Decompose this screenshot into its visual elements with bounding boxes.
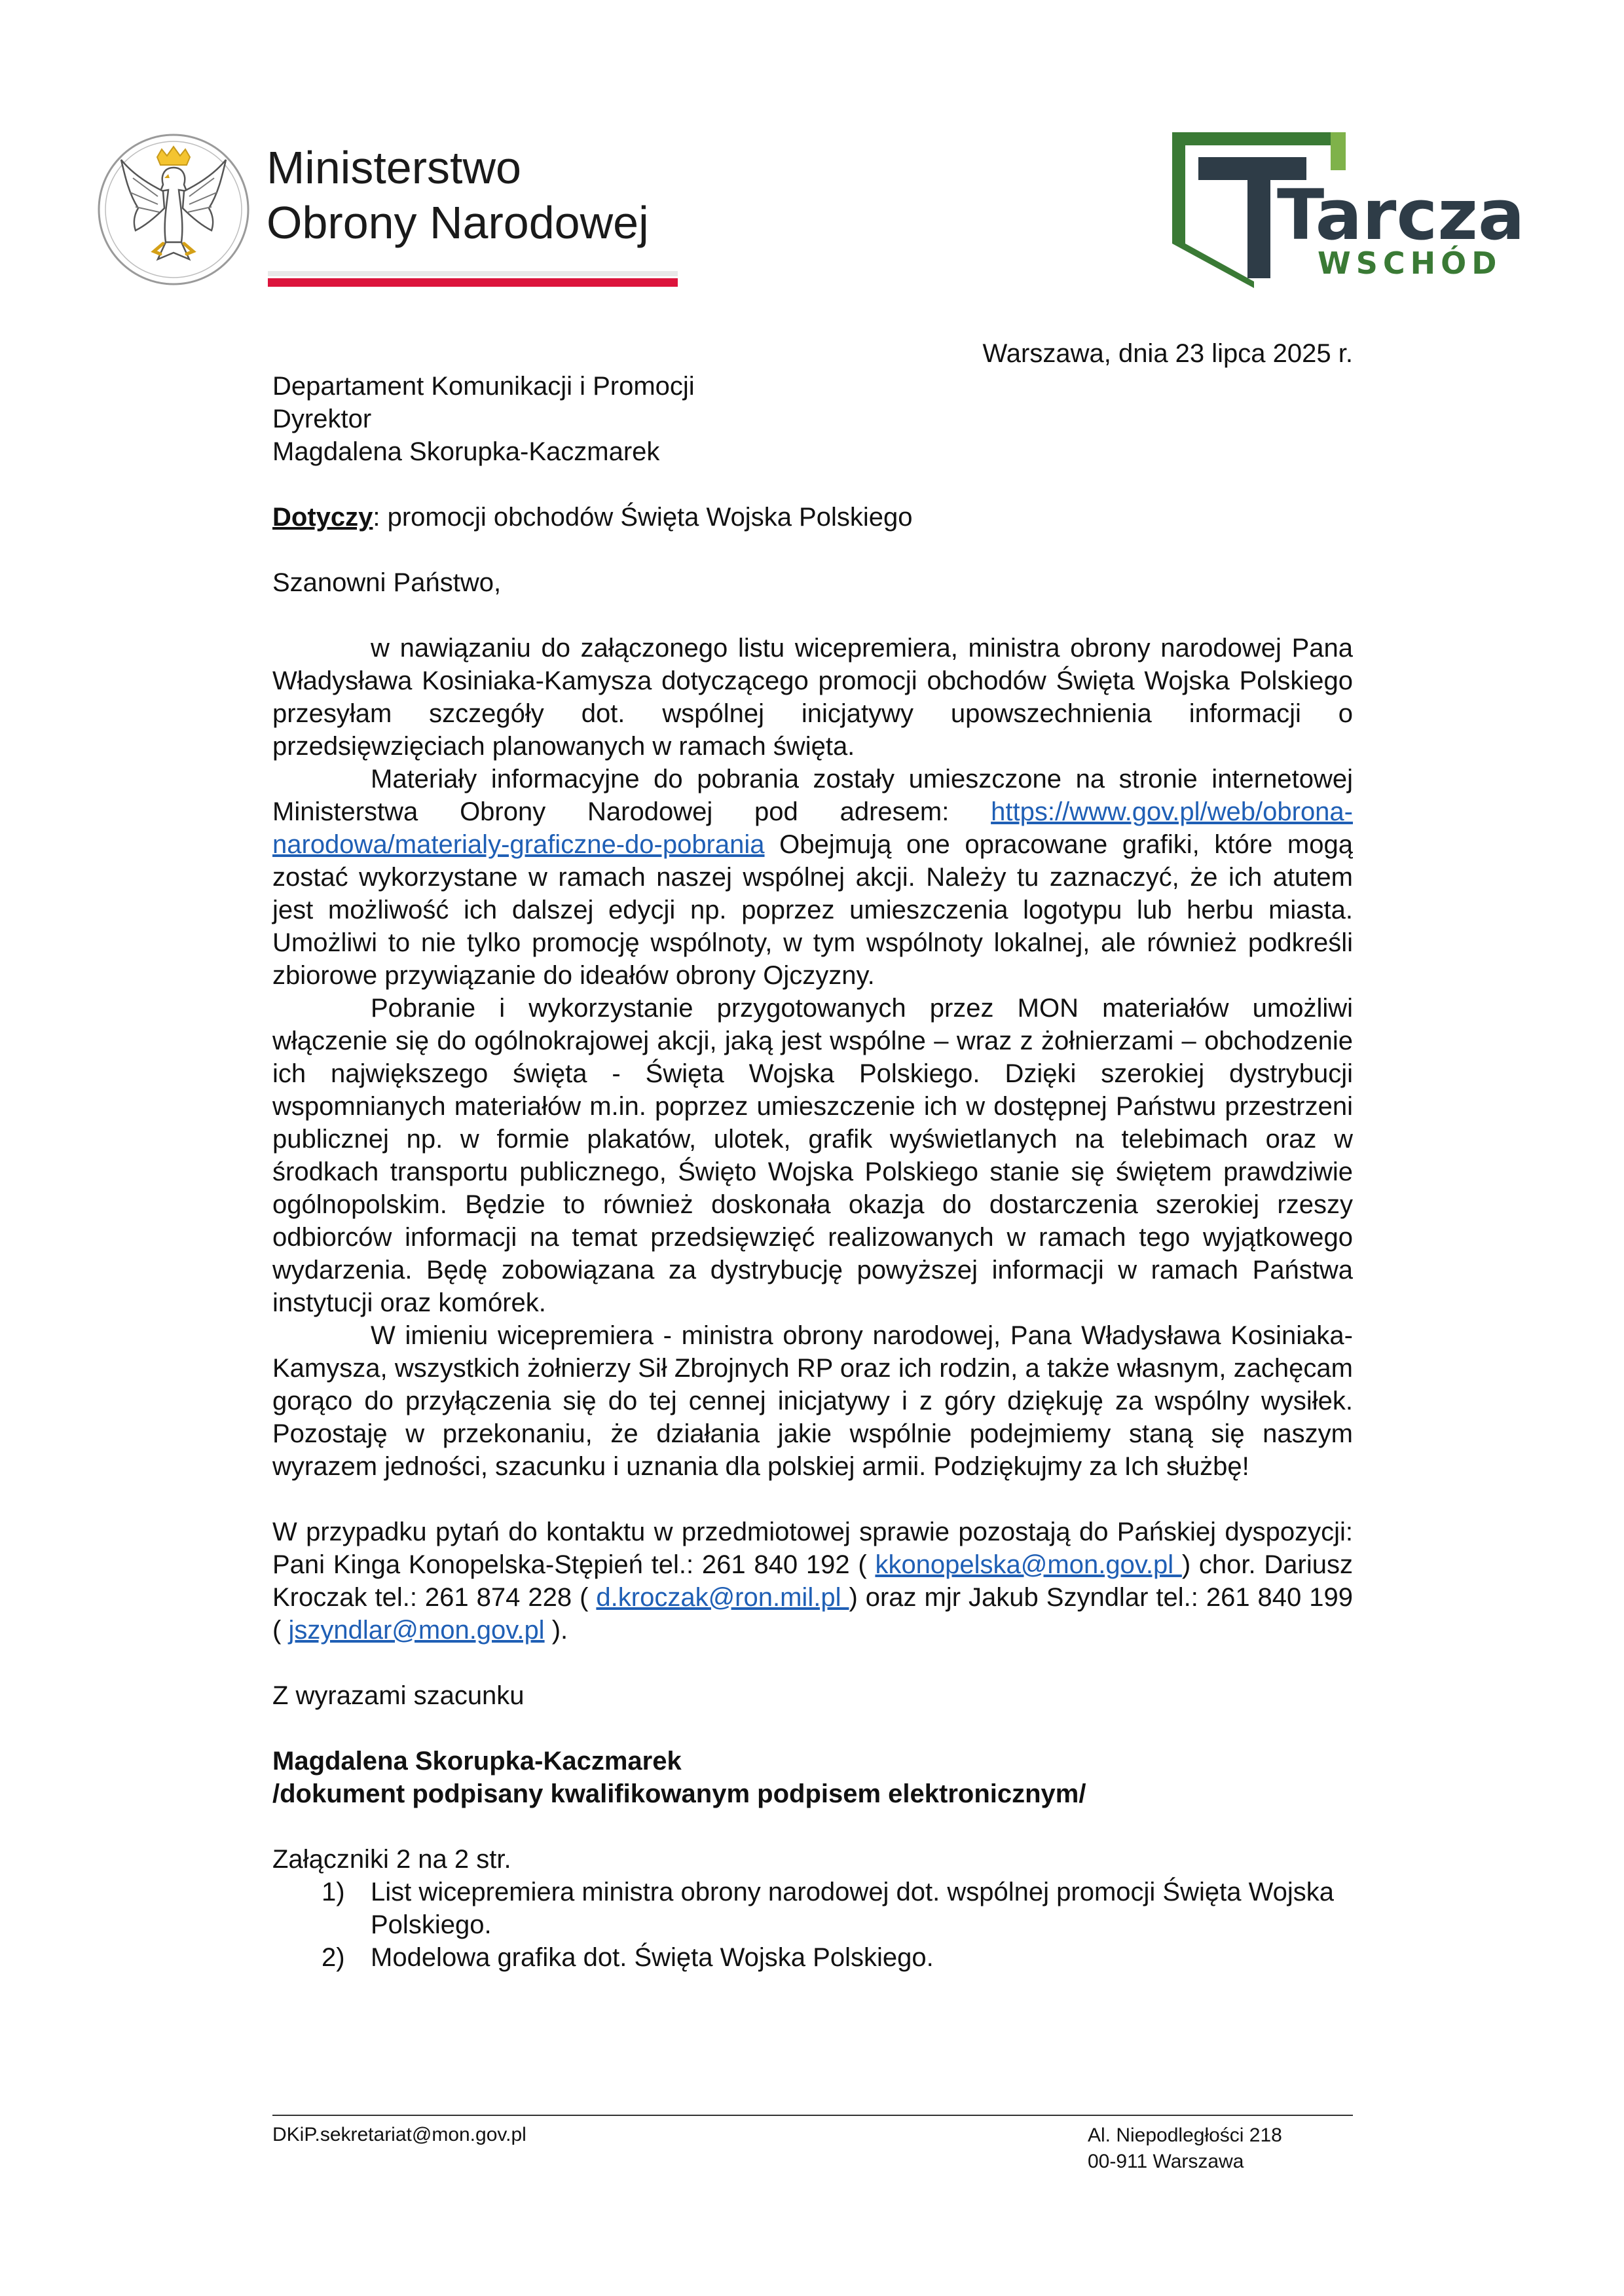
email-link-konopelska[interactable]: kkonopelska@mon.gov.pl xyxy=(875,1550,1182,1579)
subject-text: : promocji obchodów Święta Wojska Polskiego xyxy=(373,503,913,532)
addressee-name: Magdalena Skorupka-Kaczmarek xyxy=(272,437,660,466)
paragraph-1: w nawiązaniu do załączonego listu wicepremiera, ministra obrony narodowej Pana Władysława Kosiniaka-Kamysza dotyczącego promocji obchodów Święta Wojska Polskiego przesyłam szczegóły dot. wspólnej inicjatywy upowszechnienia informacji o przedsięwzięciach planowanych w ramach święta. xyxy=(272,634,1353,761)
email-link-kroczak[interactable]: d.kroczak@ron.mil.pl xyxy=(596,1583,849,1612)
footer xyxy=(272,2115,1353,2172)
contact-text-1: W przypadku pytań do kontaktu w przedmiotowej sprawie pozostają do Pańskiej dyspozycji: Pani Kinga Konopelska-Stępień tel.: 261 840 192 ( xyxy=(272,1518,1353,1579)
footer-divider xyxy=(272,2115,1353,2116)
flag-bars xyxy=(268,271,678,287)
paragraph-4: W imieniu wicepremiera - ministra obrony narodowej, Pana Władysława Kosiniaka-Kamysza, wszystkich żołnierzy Sił Zbrojnych RP oraz ich rodzin, a także własnym, zachęcam gorąco do przyłączenia się do tej cennej inicjatywy i z góry dziękuję za wspólny wysiłek. Pozostaję w przekonaniu, że działania jakie wspólnie podejmiemy staną się naszym wyrazem jedności, szacunku i uznania dla polskiej armii. Podziękujmy za Ich służbę! xyxy=(272,1321,1353,1481)
contact-text-3: ) oraz mjr Jakub Szyndlar tel.: 261 840 199 ( xyxy=(272,1583,1354,1645)
paragraph-3: Pobranie i wykorzystanie przygotowanych przez MON materiałów umożliwi włączenie się do ogólnokrajowej akcji, jaką jest wspólne – wraz z żołnierzami – obchodzenie ich największego święta - Święta Wojska Polskiego. Dzięki szerokiej dystrybucji wspomnianych materiałów m.in. poprzez umieszczenie ich w dostępnej Państwu przestrzeni publicznej np. w formie plakatów, ulotek, grafik wyświetlanych na telebimach oraz w środkach transportu publicznego, Święto Wojska Polskiego stanie się świętem prawdziwie ogólnopolskim. Będzie to również doskonała okazja do dostarczenia szerokiej rzeszy odbiorców informacji na temat przedsięwzięć realizowanych w ramach tego wyjątkowego wydarzenia. Będę zobowiązana za dystrybucję powyższej informacji w ramach Państwa instytucji oraz komórek. xyxy=(272,994,1353,1317)
list-item xyxy=(272,1941,1353,1974)
list-item-text: Modelowa grafika dot. Święta Wojska Polskiego. xyxy=(371,1943,934,1972)
subject-label: Dotyczy xyxy=(272,503,373,532)
addressee-position: Dyrektor xyxy=(272,405,372,433)
footer-address xyxy=(1088,2123,1282,2175)
ministry-name: Ministerstwo Obrony Narodowej xyxy=(267,142,649,248)
email-link-szyndlar[interactable]: jszyndlar@mon.gov.pl xyxy=(288,1616,545,1645)
paragraph-2-start: Materiały informacyjne do pobrania zostały umieszczone na stronie internetowej Ministerstwa Obrony Narodowej pod adresem: xyxy=(272,765,1353,826)
addressee xyxy=(272,370,1353,468)
attachments-list xyxy=(272,1876,1353,1974)
attachments-title: Załączniki 2 na 2 str. xyxy=(272,1845,511,1874)
footer-email: DKiP.sekretariat@mon.gov.pl xyxy=(272,2124,526,2145)
list-item xyxy=(272,1876,1353,1941)
attachments xyxy=(272,1843,1353,1974)
contact-text-2: ) chor. Dariusz Kroczak tel.: 261 874 228 ( xyxy=(272,1550,1353,1612)
list-item-text: List wicepremiera ministra obrony narodowej dot. wspólnej promocji Święta Wojska Polskiego. xyxy=(371,1878,1334,1939)
paragraph-2 xyxy=(272,763,1353,992)
logo-wschod-text: WSCHÓD xyxy=(1318,246,1502,281)
list-item-number: 1) xyxy=(322,1878,345,1906)
subject-line xyxy=(272,501,1353,534)
signature-block xyxy=(272,1745,1353,1810)
greeting: Szanowni Państwo, xyxy=(272,568,502,597)
signer-note: /dokument podpisany kwalifikowanym podpisem elektronicznym/ xyxy=(272,1779,1086,1808)
footer-address-line-1: Al. Niepodległości 218 xyxy=(1088,2124,1282,2146)
list-item-number: 2) xyxy=(322,1943,345,1972)
letter-date: Warszawa, dnia 23 lipca 2025 r. xyxy=(982,339,1353,368)
addressee-department: Departament Komunikacji i Promocji xyxy=(272,372,695,401)
letterhead xyxy=(0,0,1624,308)
tarcza-wschod-logo xyxy=(1166,131,1532,288)
logo-tarcza-text: Tarcza xyxy=(1277,175,1525,255)
contact-paragraph xyxy=(272,1516,1353,1647)
paragraph-2-end: Obejmują one opracowane grafiki, które mogą zostać wykorzystane w ramach naszej wspólnej akcji. Należy tu zaznaczyć, że ich atutem jest możliwość ich dalszej edycji np. poprzez umieszczenia logotypu lub herbu miasta. Umożliwi to nie tylko promocję wspólnoty, w tym wspólnoty lokalnej, ale również podkreśli zbiorowe przywiązanie do ideałów obrony Ojczyzny. xyxy=(272,830,1353,990)
contact-text-4: ). xyxy=(544,1616,568,1645)
signer-name: Magdalena Skorupka-Kaczmarek xyxy=(272,1747,682,1776)
letter-body xyxy=(272,337,1353,1974)
materials-link[interactable]: https://www.gov.pl/web/obrona-narodowa/materialy-graficzne-do-pobrania xyxy=(272,797,1353,859)
closing: Z wyrazami szacunku xyxy=(272,1681,525,1710)
eagle-emblem-icon xyxy=(95,131,252,288)
footer-address-line-2: 00-911 Warszawa xyxy=(1088,2151,1244,2172)
